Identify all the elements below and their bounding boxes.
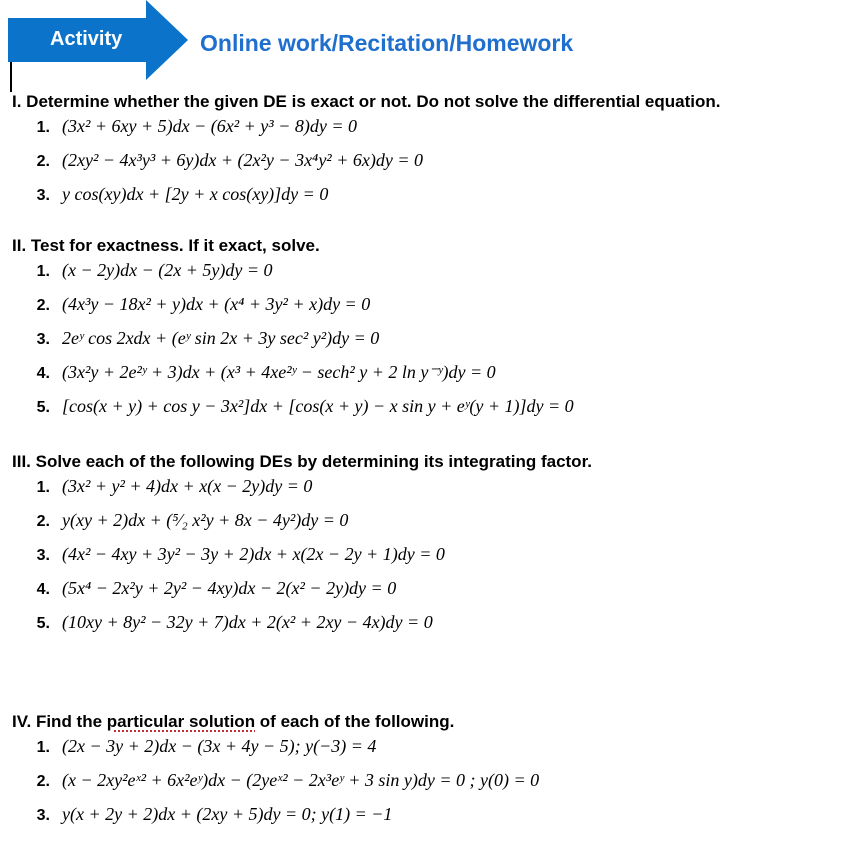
equation: (3x² + y² + 4)dx + x(x − 2y)dy = 0 <box>62 476 313 496</box>
equation: (4x² − 4xy + 3y² − 3y + 2)dx + x(2x − 2y + 1)dy = 0 <box>62 544 445 564</box>
list-item <box>12 578 852 612</box>
left-rule-divider <box>10 62 12 92</box>
section-heading: II. Test for exactness. If it exact, solve. <box>12 236 320 255</box>
activity-label: Activity <box>50 28 123 50</box>
equation: y(xy + 2)dx + (⁵⁄₂ x²y + 8x − 4y²)dy = 0 <box>62 510 349 530</box>
section-heading <box>12 712 852 732</box>
list-item <box>12 804 852 838</box>
equation: (x − 2xy²eˣ² + 6x²eʸ)dx − (2yeˣ² − 2x³eʸ + 3 sin y)dy = 0 ; y(0) = 0 <box>62 770 540 790</box>
section-4 <box>12 712 852 838</box>
equation: (4x³y − 18x² + y)dx + (x⁴ + 3y² + x)dy = 0 <box>62 294 371 314</box>
equation: (3x² + 6xy + 5)dx − (6x² + y³ − 8)dy = 0 <box>62 116 357 136</box>
activity-banner <box>8 0 188 80</box>
heading-suffix: of each of the following. <box>255 712 455 731</box>
list-item <box>12 328 852 362</box>
list-item <box>12 612 852 646</box>
equation: y cos(xy)dx + [2y + x cos(xy)]dy = 0 <box>62 184 329 204</box>
item-number: 4. <box>36 365 50 382</box>
section-1 <box>12 92 852 218</box>
item-number: 3. <box>36 807 50 824</box>
section-3 <box>12 452 852 646</box>
section-heading: I. Determine whether the given DE is exact or not. Do not solve the differential equation. <box>12 92 721 111</box>
item-number: 2. <box>36 153 50 170</box>
item-number: 2. <box>36 297 50 314</box>
page-title: Online work/Recitation/Homework <box>200 30 574 56</box>
equation: [cos(x + y) + cos y − 3x²]dx + [cos(x + y) − x sin y + eʸ(y + 1)]dy = 0 <box>62 396 574 416</box>
item-number: 3. <box>36 547 50 564</box>
section-heading: III. Solve each of the following DEs by determining its integrating factor. <box>12 452 592 471</box>
item-number: 4. <box>36 581 50 598</box>
item-number: 2. <box>36 773 50 790</box>
item-number: 1. <box>36 119 50 136</box>
equation: (2x − 3y + 2)dx − (3x + 4y − 5); y(−3) = 4 <box>62 736 377 756</box>
item-number: 5. <box>36 399 50 416</box>
item-number: 3. <box>36 187 50 204</box>
equation: (x − 2y)dx − (2x + 5y)dy = 0 <box>62 260 273 280</box>
list-item <box>12 770 852 804</box>
equation: 2eʸ cos 2xdx + (eʸ sin 2x + 3y sec² y²)dy = 0 <box>62 328 380 348</box>
list-item <box>12 116 852 150</box>
list-item <box>12 294 852 328</box>
list-item <box>12 736 852 770</box>
heading-underlined-term: particular solution <box>106 712 256 731</box>
list-item <box>12 544 852 578</box>
item-number: 3. <box>36 331 50 348</box>
item-number: 1. <box>36 479 50 496</box>
equation: (3x²y + 2e²ʸ + 3)dx + (x³ + 4xe²ʸ − sech² y + 2 ln y⁻ʸ)dy = 0 <box>62 362 496 382</box>
list-item <box>12 184 852 218</box>
item-number: 5. <box>36 615 50 632</box>
equation: (10xy + 8y² − 32y + 7)dx + 2(x² + 2xy − 4x)dy = 0 <box>62 612 433 632</box>
list-item <box>12 260 852 294</box>
heading-prefix: IV. Find the <box>12 712 107 731</box>
list-item <box>12 150 852 184</box>
list-item <box>12 396 852 430</box>
item-number: 1. <box>36 739 50 756</box>
list-item <box>12 476 852 510</box>
equation: (2xy² − 4x³y³ + 6y)dx + (2x²y − 3x⁴y² + 6x)dy = 0 <box>62 150 423 170</box>
section-2 <box>12 236 852 430</box>
item-number: 2. <box>36 513 50 530</box>
item-number: 1. <box>36 263 50 280</box>
list-item <box>12 362 852 396</box>
equation: y(x + 2y + 2)dx + (2xy + 5)dy = 0; y(1) = −1 <box>62 804 393 824</box>
equation: (5x⁴ − 2x²y + 2y² − 4xy)dx − 2(x² − 2y)dy = 0 <box>62 578 397 598</box>
list-item <box>12 510 852 544</box>
